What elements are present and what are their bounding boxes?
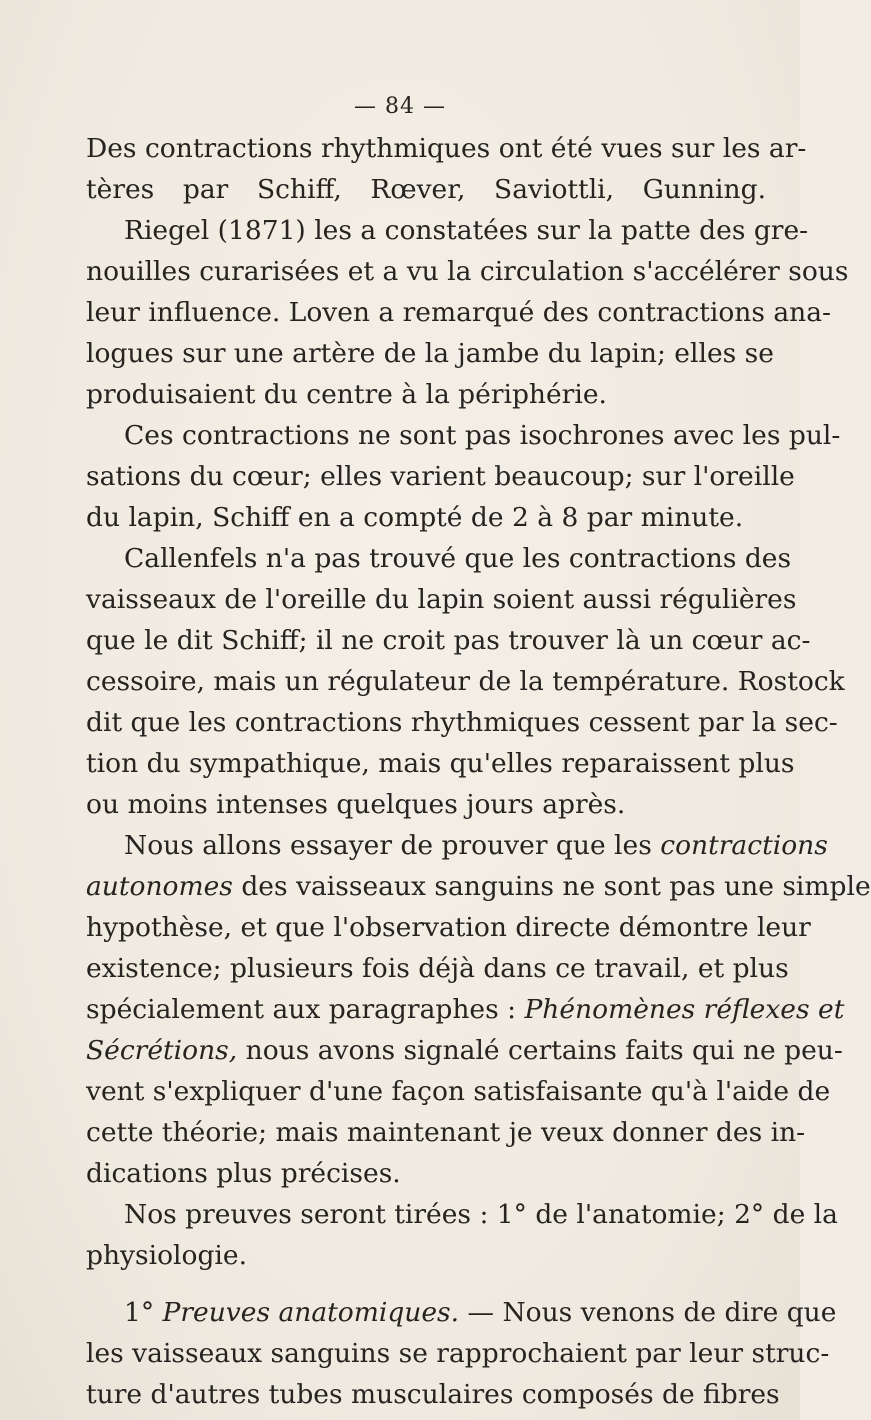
text-line: nouilles curarisées et a vu la circulation s'accélérer sous	[86, 256, 849, 287]
text-line: autonomes des vaisseaux sanguins ne sont pas une simple	[86, 871, 871, 902]
text-line: cessoire, mais un régulateur de la température. Rostock	[86, 666, 845, 697]
text-line: physiologie.	[86, 1240, 248, 1271]
paragraph-start-line: Callenfels n'a pas trouvé que les contractions des	[124, 543, 792, 574]
text-line: Des contractions rhythmiques ont été vues sur les ar-	[86, 133, 807, 164]
text-line: leur influence. Loven a remarqué des contractions ana-	[86, 297, 832, 328]
section-title: Preuves anatomiques.	[162, 1297, 460, 1328]
text-line: vent s'expliquer d'une façon satisfaisante qu'à l'aide de	[86, 1076, 831, 1107]
text-line: les vaisseaux sanguins se rapprochaient par leur struc-	[86, 1338, 830, 1369]
text-line: existence; plusieurs fois déjà dans ce travail, et plus	[86, 953, 789, 984]
text-line: du lapin, Schiff en a compté de 2 à 8 par minute.	[86, 502, 744, 533]
text-line: sations du cœur; elles varient beaucoup; sur l'oreille	[86, 461, 795, 492]
italic-term: autonomes	[86, 871, 233, 902]
paragraph-start-line: Ces contractions ne sont pas isochrones avec les pul-	[124, 420, 841, 451]
text-line: dications plus précises.	[86, 1158, 401, 1189]
text-line: vaisseaux de l'oreille du lapin soient aussi régulières	[86, 584, 797, 615]
paragraph-start-line: Riegel (1871) les a constatées sur la patte des gre-	[124, 215, 809, 246]
text-line: produisaient du centre à la périphérie.	[86, 379, 607, 410]
italic-term: Sécrétions,	[86, 1035, 238, 1066]
page-number: — 84 —	[354, 94, 446, 119]
paragraph-start-line: Nous allons essayer de prouver que les contractions	[124, 830, 828, 861]
text-line: cette théorie; mais maintenant je veux donner des in-	[86, 1117, 806, 1148]
text-line: tères par Schiff, Rœver, Saviottli, Gunning.	[86, 174, 766, 205]
text-line: hypothèse, et que l'observation directe démontre leur	[86, 912, 811, 943]
section-heading-line: 1° Preuves anatomiques. — Nous venons de dire que	[124, 1297, 837, 1328]
text-line: que le dit Schiff; il ne croit pas trouver là un cœur ac-	[86, 625, 811, 656]
text-line: logues sur une artère de la jambe du lapin; elles se	[86, 338, 774, 369]
body-text	[86, 128, 871, 1415]
italic-term: Phénomènes réflexes et	[524, 994, 845, 1025]
text-line: ou moins intenses quelques jours après.	[86, 789, 626, 820]
paragraph-gap	[86, 1276, 766, 1292]
text-line: ture d'autres tubes musculaires composés de fibres	[86, 1379, 780, 1410]
text-line: Sécrétions, nous avons signalé certains faits qui ne peu-	[86, 1035, 843, 1066]
text-line: spécialement aux paragraphes : Phénomènes réflexes et	[86, 994, 845, 1025]
text-line: dit que les contractions rhythmiques cessent par la sec-	[86, 707, 838, 738]
italic-term: contractions	[660, 830, 828, 861]
paragraph-start-line: Nos preuves seront tirées : 1° de l'anatomie; 2° de la	[124, 1199, 838, 1230]
text-line: tion du sympathique, mais qu'elles reparaissent plus	[86, 748, 795, 779]
